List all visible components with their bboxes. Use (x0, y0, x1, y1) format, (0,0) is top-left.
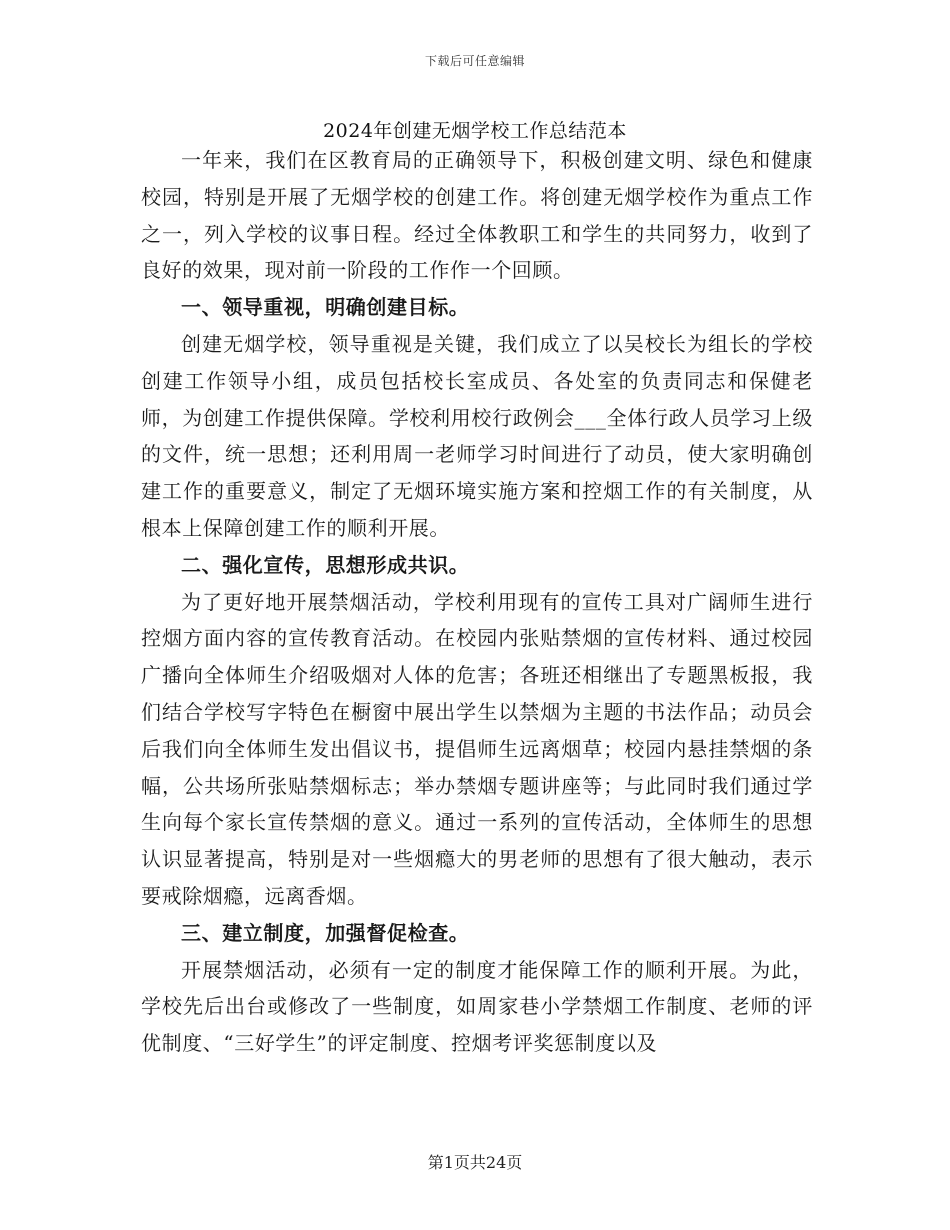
section-heading-2: 二、强化宣传，思想形成共识。 (181, 552, 470, 577)
section-paragraph-1: 创建无烟学校，领导重视是关键，我们成立了以吴校长为组长的学校创建工作领导小组，成员包括校长室成员、各处室的负责同志和保健老师，为创建工作提供保障。学校利用校行政例会___全体行政人员学习上级的文件，统一思想；还利用周一老师学习时间进行了动员，使大家明确创建工作的重要意义，制定了无烟环境实施方案和控烟工作的有关制度，从根本上保障创建工作的顺利开展。 (141, 331, 813, 540)
section-heading-3: 三、建立制度，加强督促检查。 (181, 920, 470, 945)
page-header-note: 下载后可任意编辑 (424, 54, 525, 68)
page-number-footer: 第1页共24页 (427, 1153, 523, 1172)
section-paragraph-2: 为了更好地开展禁烟活动，学校利用现有的宣传工具对广阔师生进行控烟方面内容的宣传教育活动。在校园内张贴禁烟的宣传材料、通过校园广播向全体师生介绍吸烟对人体的危害；各班还相继出了专题黑板报，我们结合学校写字特色在橱窗中展出学生以禁烟为主题的书法作品；动员会后我们向全体师生发出倡议书，提倡师生远离烟草；校园内悬挂禁烟的条幅，公共场所张贴禁烟标志；举办禁烟专题讲座等；与此同时我们通过学生向每个家长宣传禁烟的意义。通过一系列的宣传活动，全体师生的思想认识显著提高，特别是对一些烟瘾大的男老师的思想有了很大触动，表示要戒除烟瘾，远离香烟。 (141, 589, 813, 908)
intro-paragraph: 一年来，我们在区教育局的正确领导下，积极创建文明、绿色和健康校园，特别是开展了无烟学校的创建工作。将创建无烟学校作为重点工作之一，列入学校的议事日程。经过全体教职工和学生的共同努力，收到了良好的效果，现对前一阶段的工作作一个回顾。 (141, 148, 813, 283)
section-paragraph-3: 开展禁烟活动，必须有一定的制度才能保障工作的顺利开展。为此，学校先后出台或修改了一些制度，如周家巷小学禁烟工作制度、老师的评优制度、“三好学生”的评定制度、控烟考评奖惩制度以及 (141, 957, 813, 1056)
section-heading-1: 一、领导重视，明确创建目标。 (181, 295, 470, 320)
document-title: 2024年创建无烟学校工作总结范本 (323, 120, 627, 142)
document-body (141, 142, 813, 1062)
